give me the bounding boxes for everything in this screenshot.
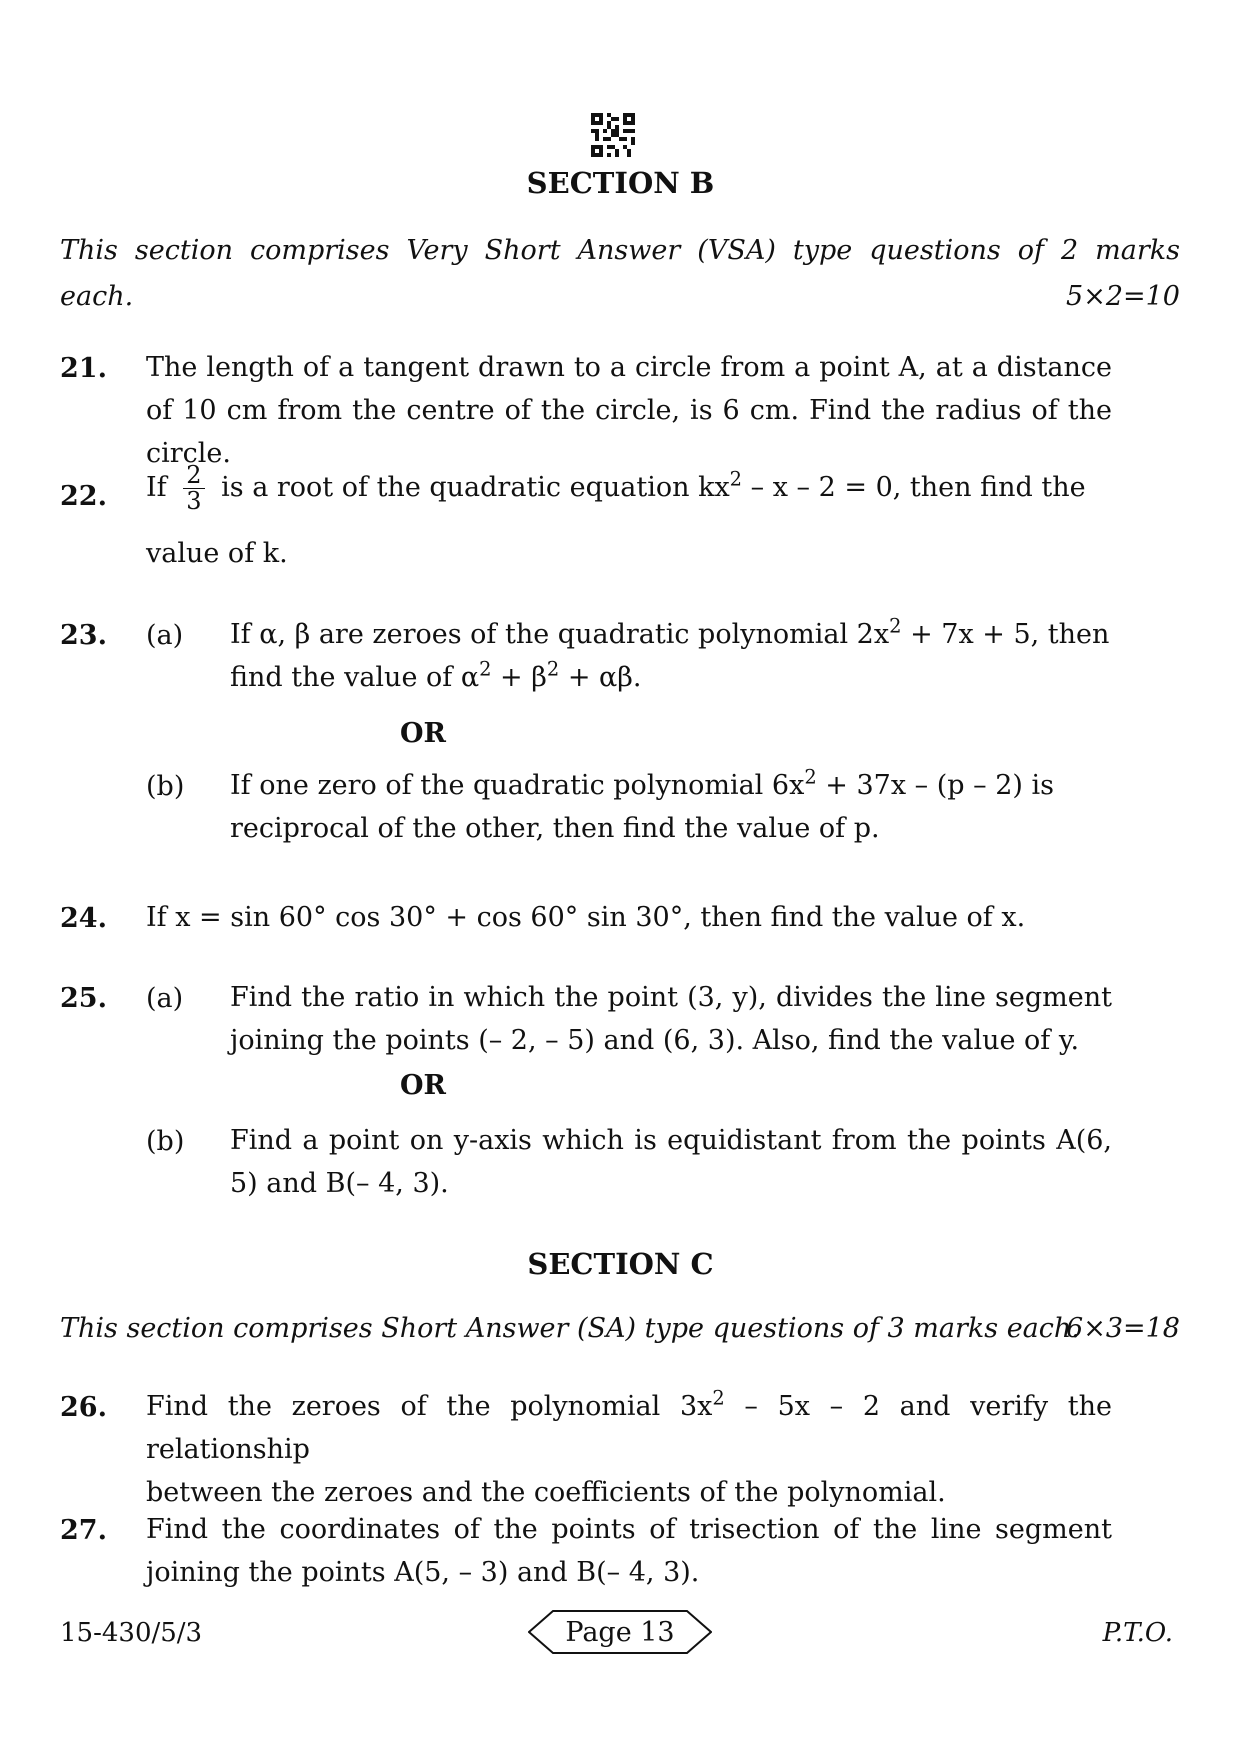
q25-part-a-text: Find the ratio in which the point (3, y), divides the line segment joining the points (– 2, – 5) and (6, 3). Also, find the value of y. — [230, 982, 1112, 1056]
q23a-line1b: + 7x + 5, then — [910, 619, 1110, 650]
q23a-exp2: 2 — [479, 657, 492, 681]
q26-line1a: Find the zeroes of the polynomial 3x — [146, 1391, 713, 1422]
question-26-text — [146, 1385, 1112, 1514]
q22-text-b: – x – 2 = 0, then find the — [750, 472, 1086, 503]
section-b-intro — [60, 228, 1180, 320]
question-number-25: 25. — [60, 983, 107, 1014]
fraction — [183, 460, 204, 515]
question-24-text: If x = sin 60° cos 30° + cos 60° sin 30°, then find the value of x. — [146, 902, 1026, 933]
q22-exponent: 2 — [729, 467, 743, 491]
q23-part-b-text — [230, 764, 1112, 850]
question-number-23: 23. — [60, 620, 107, 651]
section-c-title: SECTION C — [527, 1247, 714, 1281]
q23b-line1b: + 37x – (p – 2) is — [825, 770, 1055, 801]
question-number-27: 27. — [60, 1515, 107, 1546]
fraction-numerator: 2 — [183, 463, 204, 489]
section-b-intro-line2: each. — [60, 281, 134, 312]
q23a-line2a: find the value of α — [230, 662, 480, 693]
section-c-intro: This section comprises Short Answer (SA) type questions of 3 marks each. — [60, 1313, 1080, 1344]
section-b-title: SECTION B — [526, 166, 715, 200]
q23a-line2b: + β — [500, 662, 547, 693]
q23-part-a-label: (a) — [146, 620, 184, 651]
q26-line1b: – 5x – 2 and verify the relationship — [146, 1391, 1112, 1465]
q26-line2: between the zeroes and the coefficients of the polynomial. — [146, 1477, 946, 1508]
section-c-marks: 6×3=18 — [1066, 1313, 1180, 1344]
section-b-marks: 5×2=10 — [1066, 281, 1180, 312]
question-21-text: The length of a tangent drawn to a circle from a point A, at a distance of 10 cm from the centre of the circle, is 6 cm. Find the radius of the circle. — [146, 352, 1112, 469]
fraction-denominator: 3 — [186, 487, 202, 515]
q23b-exp: 2 — [804, 765, 817, 789]
q23-part-b-label: (b) — [146, 771, 185, 802]
question-number-21: 21. — [60, 353, 107, 384]
q23a-line1a: If α, β are zeroes of the quadratic polynomial 2x — [230, 619, 890, 650]
q23a-exp3: 2 — [546, 657, 560, 681]
q23-part-a-text — [230, 613, 1112, 699]
q25-part-b-label: (b) — [146, 1126, 185, 1157]
page-number: Page 13 — [565, 1617, 675, 1648]
question-27-text: Find the coordinates of the points of trisection of the line segment joining the points A(5, – 3) and B(– 4, 3). — [146, 1514, 1112, 1588]
question-22-line2: value of k. — [146, 538, 288, 569]
q23a-exp: 2 — [889, 614, 902, 638]
q23-or: OR — [400, 718, 446, 749]
question-22-line1 — [146, 458, 1112, 518]
page-number-badge — [528, 1610, 712, 1654]
qr-code-icon — [591, 113, 635, 157]
section-b-intro-line1: This section comprises Very Short Answer (VSA) type questions of 2 marks — [60, 235, 1180, 266]
q25-or: OR — [400, 1070, 446, 1101]
paper-code: 15-430/5/3 — [60, 1618, 203, 1648]
pto-label: P.T.O. — [1102, 1618, 1173, 1648]
q23b-line2: reciprocal of the other, then find the value of p. — [230, 813, 880, 844]
q23a-line2c: + αβ. — [567, 662, 642, 693]
section-c-intro-row — [60, 1306, 1180, 1352]
question-number-24: 24. — [60, 903, 107, 934]
q23b-line1a: If one zero of the quadratic polynomial 6x — [230, 770, 805, 801]
q25-part-a-label: (a) — [146, 983, 184, 1014]
question-number-22: 22. — [60, 481, 107, 512]
q22-text-a: is a root of the quadratic equation kx — [221, 472, 730, 503]
q26-exp: 2 — [712, 1386, 725, 1410]
question-number-26: 26. — [60, 1392, 107, 1423]
q25-part-b-text: Find a point on y-axis which is equidistant from the points A(6, 5) and B(– 4, 3). — [230, 1125, 1112, 1199]
q22-if: If — [146, 472, 167, 503]
